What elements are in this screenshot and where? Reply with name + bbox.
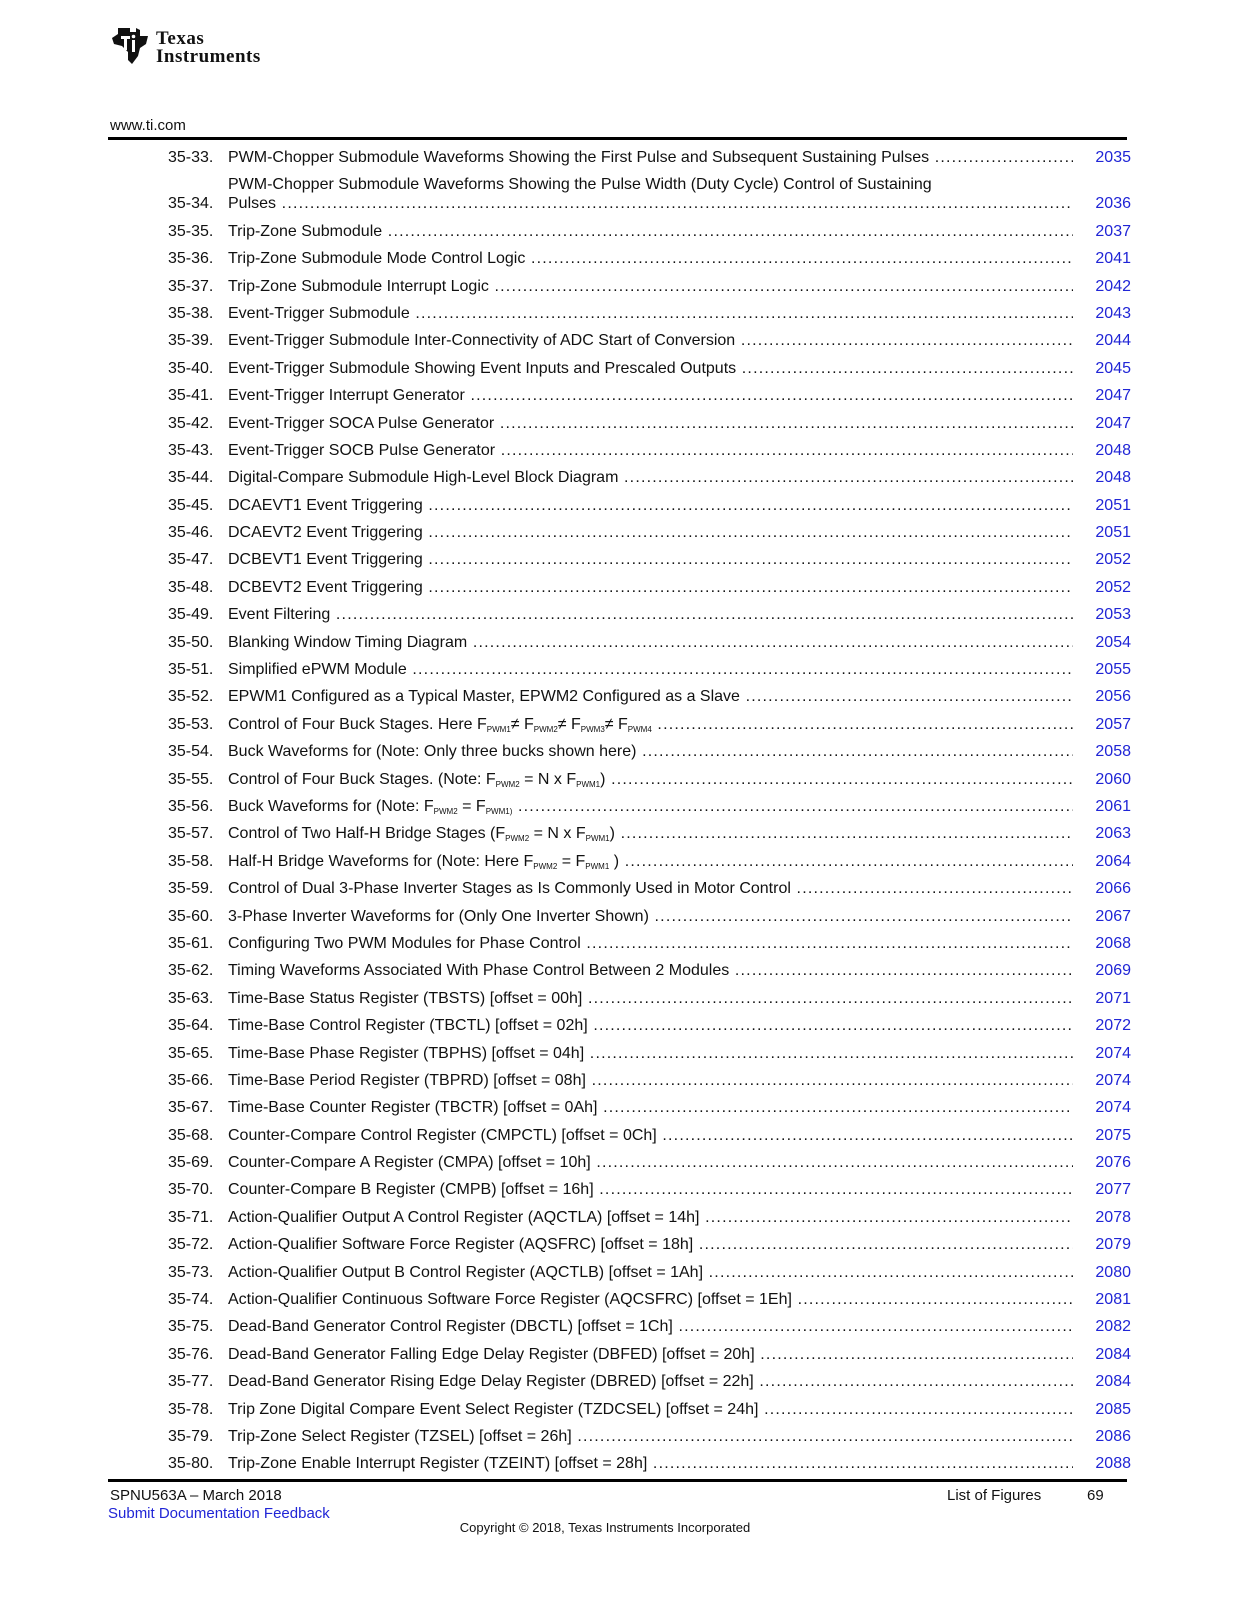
entry-number: 35-45. [168, 496, 214, 514]
entry-page-link[interactable]: 2084 [1095, 1345, 1131, 1363]
entry-page-link[interactable]: 2054 [1095, 633, 1131, 651]
entry-title[interactable] [228, 797, 1073, 816]
title-subscript: PWM1 [576, 779, 601, 789]
toc-entry[interactable] [168, 989, 1131, 1008]
title-text: 3-Phase Inverter Waveforms for (Only One Inverter Shown) [228, 907, 649, 925]
entry-number: 35-72. [168, 1236, 214, 1254]
entry-page-link[interactable]: 2066 [1095, 880, 1131, 898]
entry-number: 35-33. [168, 149, 214, 166]
ti-logo [110, 24, 300, 74]
entry-number: 35-34. [168, 195, 214, 213]
title-text: Trip-Zone Select Register (TZSEL) [offset = 26h] [228, 1427, 572, 1445]
entry-number: 35-70. [168, 1181, 214, 1199]
entry-page-link[interactable]: 2047 [1095, 387, 1131, 405]
title-text: Buck Waveforms for (Note: Only three bucks shown here) [228, 743, 637, 761]
entry-page-link[interactable]: 2052 [1095, 578, 1131, 596]
entry-page-link[interactable]: 2036 [1095, 195, 1131, 213]
title-text: = N x F [529, 825, 586, 843]
entry-number: 35-63. [168, 989, 214, 1007]
entry-title[interactable] [228, 989, 1073, 1008]
entry-number: 35-73. [168, 1263, 214, 1281]
title-text: Time-Base Control Register (TBCTL) [offset = 02h] [228, 1017, 588, 1035]
entry-number: 35-42. [168, 414, 214, 432]
entry-number: 35-52. [168, 688, 214, 706]
ti-logo-icon [110, 24, 152, 68]
entry-page-link[interactable]: 2074 [1095, 1099, 1131, 1117]
title-text: Dead-Band Generator Control Register (DBCTL) [offset = 1Ch] [228, 1318, 673, 1336]
entry-number: 35-55. [168, 770, 214, 788]
entry-page-link[interactable]: 2074 [1095, 1071, 1131, 1089]
toc-entry[interactable] [168, 1427, 1131, 1446]
entry-title[interactable] [228, 660, 1073, 679]
entry-page-link[interactable]: 2088 [1095, 1455, 1131, 1473]
title-text: EPWM1 Configured as a Typical Master, EPWM2 Configured as a Slave [228, 688, 740, 706]
entry-page-link[interactable]: 2058 [1095, 743, 1131, 761]
copyright: Copyright © 2018, Texas Instruments Incorporated [459, 1520, 751, 1535]
entry-title[interactable] [228, 934, 1073, 953]
toc-entry[interactable] [168, 1126, 1131, 1145]
entry-page-link[interactable]: 2084 [1095, 1373, 1131, 1391]
title-text: Event-Trigger Submodule Showing Event Inputs and Prescaled Outputs [228, 359, 737, 377]
title-text: Blanking Window Timing Diagram [228, 633, 468, 651]
entry-page-link[interactable]: 2063 [1095, 825, 1131, 843]
site-url[interactable]: www.ti.com [110, 117, 186, 134]
title-text: Digital-Compare Submodule High-Level Block Diagram [228, 469, 619, 487]
title-text: Event-Trigger SOCA Pulse Generator [228, 414, 495, 432]
entry-page-link[interactable]: 2068 [1095, 934, 1131, 952]
entry-title[interactable] [228, 331, 1073, 350]
entry-number: 35-54. [168, 743, 214, 761]
entry-number: 35-47. [168, 551, 214, 569]
footer-rule [108, 1479, 1127, 1482]
entry-title[interactable] [228, 277, 1073, 296]
title-text: = F [457, 797, 486, 815]
entry-number: 35-43. [168, 441, 214, 459]
toc-entry[interactable] [168, 1016, 1131, 1035]
entry-number: 35-77. [168, 1373, 214, 1391]
toc-entry[interactable] [168, 961, 1131, 980]
title-subscript: PWM2 [533, 861, 558, 871]
toc-entry[interactable] [168, 249, 1131, 268]
entry-title[interactable] [228, 175, 1073, 213]
title-text: Counter-Compare Control Register (CMPCTL) [offset = 0Ch] [228, 1126, 657, 1144]
title-text: Time-Base Status Register (TBSTS) [offset = 00h] [228, 989, 583, 1007]
entry-title[interactable] [228, 605, 1073, 624]
title-subscript: PWM2 [433, 806, 458, 816]
entry-number: 35-78. [168, 1400, 214, 1418]
figure-list [168, 148, 1131, 1482]
entry-number: 35-50. [168, 633, 214, 651]
entry-title[interactable] [228, 468, 1073, 487]
title-text: Control of Four Buck Stages. (Note: F [228, 770, 496, 788]
entry-number: 35-74. [168, 1291, 214, 1309]
entry-title[interactable] [228, 742, 1073, 761]
entry-number: 35-76. [168, 1345, 214, 1363]
title-text: Action-Qualifier Software Force Register (AQSFRC) [offset = 18h] [228, 1236, 694, 1254]
entry-number: 35-53. [168, 715, 214, 733]
entry-title[interactable] [228, 386, 1073, 405]
entry-title[interactable] [228, 304, 1073, 323]
title-text: Half-H Bridge Waveforms for (Note: Here F [228, 852, 534, 870]
entry-page-link[interactable]: 2069 [1095, 962, 1131, 980]
entry-number: 35-79. [168, 1427, 214, 1445]
toc-entry[interactable] [168, 1098, 1131, 1117]
entry-title[interactable] [228, 907, 1073, 926]
entry-title[interactable] [228, 1098, 1073, 1117]
entry-title[interactable] [228, 824, 1073, 843]
title-text: Trip-Zone Enable Interrupt Register (TZEINT) [offset = 28h] [228, 1455, 648, 1473]
entry-number: 35-65. [168, 1044, 214, 1062]
entry-page-link[interactable]: 2074 [1095, 1044, 1131, 1062]
title-text: Event-Trigger SOCB Pulse Generator [228, 441, 496, 459]
entry-page-link[interactable]: 2056 [1095, 688, 1131, 706]
toc-entry[interactable] [168, 1263, 1131, 1282]
title-text: Event-Trigger Submodule Inter-Connectivity of ADC Start of Conversion [228, 332, 736, 350]
entry-page-link[interactable]: 2052 [1095, 551, 1131, 569]
entry-number: 35-67. [168, 1099, 214, 1117]
logo-wordmark: Texas Instruments [156, 28, 261, 67]
title-text: Simplified ePWM Module [228, 661, 407, 679]
toc-entry[interactable] [168, 359, 1131, 378]
toc-entry[interactable] [168, 1345, 1131, 1364]
toc-entry[interactable] [168, 468, 1131, 487]
entry-title[interactable] [228, 961, 1073, 980]
entry-page-link[interactable]: 2051 [1095, 496, 1131, 514]
entry-number: 35-69. [168, 1154, 214, 1172]
title-text: ) [600, 770, 606, 788]
toc-entry[interactable] [168, 550, 1131, 569]
entry-number: 35-64. [168, 1017, 214, 1035]
entry-title[interactable] [228, 1208, 1073, 1227]
title-text: DCBEVT1 Event Triggering [228, 551, 423, 569]
title-text: ≠ F [604, 715, 628, 733]
entry-title[interactable] [228, 414, 1073, 433]
entry-number: 35-48. [168, 578, 214, 596]
toc-entry[interactable] [168, 441, 1131, 460]
title-text: Time-Base Phase Register (TBPHS) [offset = 04h] [228, 1044, 585, 1062]
title-text: Action-Qualifier Output B Control Register (AQCTLB) [offset = 1Ah] [228, 1263, 704, 1281]
entry-number: 35-71. [168, 1208, 214, 1226]
entry-page-link[interactable]: 2053 [1095, 606, 1131, 624]
entry-page-link[interactable]: 2079 [1095, 1236, 1131, 1254]
entry-number: 35-46. [168, 524, 214, 542]
entry-number: 35-59. [168, 880, 214, 898]
entry-title[interactable] [228, 1263, 1073, 1282]
toc-entry[interactable] [168, 1400, 1131, 1419]
entry-number: 35-51. [168, 661, 214, 679]
entry-title[interactable] [228, 770, 1073, 789]
toc-entry[interactable] [168, 222, 1131, 241]
entry-page-link[interactable]: 2067 [1095, 907, 1131, 925]
toc-entry[interactable] [168, 1290, 1131, 1309]
entry-title[interactable] [228, 1044, 1073, 1063]
title-text: = N x F [519, 770, 577, 788]
entry-title[interactable] [228, 687, 1073, 706]
header-rule [108, 137, 1127, 140]
entry-page-link[interactable]: 2041 [1095, 250, 1131, 268]
entry-number: 35-37. [168, 277, 214, 295]
entry-page-link[interactable]: 2080 [1095, 1263, 1131, 1281]
toc-entry[interactable] [168, 386, 1131, 405]
entry-number: 35-35. [168, 222, 214, 240]
toc-entry[interactable] [168, 1208, 1131, 1227]
toc-entry[interactable] [168, 277, 1131, 296]
title-text: Timing Waveforms Associated With Phase Control Between 2 Modules [228, 962, 730, 980]
entry-number: 35-38. [168, 304, 214, 322]
toc-entry[interactable] [168, 742, 1131, 761]
entry-title[interactable] [228, 715, 1073, 734]
entry-title[interactable] [228, 441, 1073, 460]
title-text: = F [557, 852, 586, 870]
entry-page-link[interactable]: 2064 [1095, 852, 1131, 870]
toc-entry[interactable] [168, 1071, 1131, 1090]
toc-entry[interactable] [168, 1372, 1131, 1391]
toc-entry[interactable] [168, 715, 1131, 734]
toc-entry[interactable] [168, 148, 1131, 167]
entry-title[interactable] [228, 359, 1073, 378]
title-subscript: PWM2 [505, 834, 530, 844]
title-subscript: PWM2 [533, 724, 558, 734]
title-text: PWM-Chopper Submodule Waveforms Showing the First Pulse and Subsequent Sustaining Pulses [228, 149, 930, 166]
entry-number: 35-57. [168, 825, 214, 843]
toc-entry[interactable] [168, 304, 1131, 323]
entry-number: 35-62. [168, 962, 214, 980]
entry-title[interactable] [228, 1153, 1073, 1172]
title-text: Buck Waveforms for (Note: F [228, 797, 434, 815]
toc-entry[interactable] [168, 879, 1131, 898]
toc-entry[interactable] [168, 770, 1131, 789]
entry-title[interactable] [228, 879, 1073, 898]
title-subscript: PWM1 [585, 861, 610, 871]
title-text: Time-Base Counter Register (TBCTR) [offset = 0Ah] [228, 1099, 598, 1117]
title-text: Configuring Two PWM Modules for Phase Control [228, 934, 581, 952]
entry-title[interactable] [228, 1016, 1073, 1035]
entry-page-link[interactable]: 2077 [1095, 1181, 1131, 1199]
toc-entry[interactable] [168, 331, 1131, 350]
entry-title[interactable] [228, 496, 1073, 515]
entry-number: 35-41. [168, 387, 214, 405]
title-text: Trip-Zone Submodule [228, 222, 383, 240]
entry-page-link[interactable]: 2048 [1095, 469, 1131, 487]
title-text: Counter-Compare B Register (CMPB) [offset = 16h] [228, 1181, 594, 1199]
entry-title[interactable] [228, 1290, 1073, 1309]
title-text: DCBEVT2 Event Triggering [228, 578, 423, 596]
entry-page-link[interactable]: 2076 [1095, 1154, 1131, 1172]
toc-entry[interactable] [168, 852, 1131, 871]
title-text: Event Filtering [228, 606, 331, 624]
title-text: ) [609, 825, 615, 843]
title-text: Dead-Band Generator Falling Edge Delay Register (DBFED) [offset = 20h] [228, 1345, 755, 1363]
entry-title[interactable] [228, 1345, 1073, 1364]
entry-page-link[interactable]: 2037 [1095, 222, 1131, 240]
entry-page-link[interactable]: 2075 [1095, 1126, 1131, 1144]
entry-title[interactable] [228, 1317, 1073, 1336]
entry-page-link[interactable]: 2060 [1095, 770, 1131, 788]
toc-entry[interactable] [168, 523, 1131, 542]
title-text: Time-Base Period Register (TBPRD) [offset = 08h] [228, 1071, 586, 1089]
entry-page-link[interactable]: 2078 [1095, 1208, 1131, 1226]
page-number: 69 [1087, 1487, 1104, 1504]
entry-page-link[interactable]: 2055 [1095, 661, 1131, 679]
entry-title[interactable] [228, 1454, 1073, 1473]
toc-entry[interactable] [168, 824, 1131, 843]
section-name: List of Figures [947, 1487, 1042, 1504]
title-subscript: PWM4 [627, 724, 652, 734]
title-text: Action-Qualifier Continuous Software Force Register (AQCSFRC) [offset = 1Eh] [228, 1291, 792, 1309]
title-subscript: PWM1 [585, 834, 610, 844]
entry-title[interactable] [228, 1180, 1073, 1199]
title-text: ) [609, 852, 620, 870]
entry-title[interactable] [228, 1372, 1073, 1391]
toc-entry[interactable] [168, 797, 1131, 816]
title-text: Trip-Zone Submodule Interrupt Logic [228, 277, 489, 295]
entry-page-link[interactable]: 2061 [1095, 797, 1131, 815]
title-text: DCAEVT1 Event Triggering [228, 496, 423, 514]
toc-entry[interactable] [168, 1317, 1131, 1336]
toc-entry[interactable] [168, 1044, 1131, 1063]
entry-number: 35-40. [168, 359, 214, 377]
entry-title[interactable] [228, 1235, 1073, 1254]
title-line-2: Pulses ..... [228, 194, 1073, 213]
title-subscript: PWM1 [486, 724, 511, 734]
toc-entry[interactable] [168, 414, 1131, 433]
title-text: Event-Trigger Submodule [228, 304, 410, 322]
entry-title[interactable] [228, 1071, 1073, 1090]
entry-title[interactable] [228, 1400, 1073, 1419]
entry-number: 35-44. [168, 469, 214, 487]
title-text: Trip-Zone Submodule Mode Control Logic [228, 250, 526, 268]
entry-number: 35-56. [168, 797, 214, 815]
title-subscript: PWM2 [495, 779, 520, 789]
toc-entry[interactable] [168, 687, 1131, 706]
toc-entry[interactable] [168, 934, 1131, 953]
title-text: Counter-Compare A Register (CMPA) [offset = 10h] [228, 1154, 591, 1172]
feedback-link[interactable]: Submit Documentation Feedback [108, 1505, 330, 1522]
title-subscript: PWM3 [580, 724, 605, 734]
entry-page-link[interactable]: 2047 [1095, 414, 1131, 432]
toc-entry[interactable] [168, 578, 1131, 597]
entry-number: 35-58. [168, 852, 214, 870]
entry-number: 35-80. [168, 1455, 214, 1473]
entry-page-link[interactable]: 2045 [1095, 359, 1131, 377]
entry-number: 35-36. [168, 250, 214, 268]
entry-page-link[interactable]: 2082 [1095, 1318, 1131, 1336]
entry-number: 35-68. [168, 1126, 214, 1144]
entry-title[interactable] [228, 578, 1073, 597]
entry-title[interactable] [228, 148, 1073, 167]
entry-number: 35-39. [168, 332, 214, 350]
entry-number: 35-60. [168, 907, 214, 925]
entry-page-link[interactable]: 2057 [1095, 715, 1131, 733]
title-line-1: PWM-Chopper Submodule Waveforms Showing the Pulse Width (Duty Cycle) Control of Sustaining [228, 176, 932, 194]
title-text: Event-Trigger Interrupt Generator [228, 387, 465, 405]
entry-number: 35-61. [168, 934, 214, 952]
entry-page-link[interactable]: 2072 [1095, 1017, 1131, 1035]
entry-number: 35-66. [168, 1071, 214, 1089]
entry-title[interactable] [228, 550, 1073, 569]
toc-entry[interactable] [168, 1235, 1131, 1254]
entry-page-link[interactable]: 2071 [1095, 989, 1131, 1007]
title-subscript: PWM1) [485, 806, 513, 816]
entry-title[interactable] [228, 1427, 1073, 1446]
toc-entry[interactable] [168, 1454, 1131, 1473]
entry-page-link[interactable]: 2035 [1095, 149, 1131, 166]
entry-title[interactable] [228, 1126, 1073, 1145]
title-text: Control of Two Half-H Bridge Stages (F [228, 825, 506, 843]
toc-entry[interactable] [168, 907, 1131, 926]
entry-page-link[interactable]: 2042 [1095, 277, 1131, 295]
entry-page-link[interactable]: 2051 [1095, 524, 1131, 542]
entry-title[interactable] [228, 222, 1073, 241]
toc-entry[interactable] [168, 633, 1131, 652]
entry-title[interactable] [228, 523, 1073, 542]
entry-page-link[interactable]: 2086 [1095, 1427, 1131, 1445]
entry-page-link[interactable]: 2081 [1095, 1291, 1131, 1309]
document-id: SPNU563A – March 2018 [110, 1487, 282, 1504]
title-text: Trip Zone Digital Compare Event Select Register (TZDCSEL) [offset = 24h] [228, 1400, 759, 1418]
title-text: DCAEVT2 Event Triggering [228, 524, 423, 542]
entry-title[interactable] [228, 852, 1073, 871]
title-text: Control of Four Buck Stages. Here F [228, 715, 487, 733]
entry-page-link[interactable]: 2043 [1095, 304, 1131, 322]
entry-number: 35-75. [168, 1318, 214, 1336]
title-text: Dead-Band Generator Rising Edge Delay Register (DBRED) [offset = 22h] [228, 1373, 754, 1391]
entry-title[interactable] [228, 633, 1073, 652]
entry-title[interactable] [228, 249, 1073, 268]
toc-entry[interactable] [168, 1153, 1131, 1172]
title-text: Action-Qualifier Output A Control Register (AQCTLA) [offset = 14h] [228, 1208, 700, 1226]
toc-entry[interactable] [168, 496, 1131, 515]
entry-page-link[interactable]: 2085 [1095, 1400, 1131, 1418]
title-text: Control of Dual 3-Phase Inverter Stages as Is Commonly Used in Motor Control [228, 880, 791, 898]
toc-entry[interactable] [168, 175, 1131, 213]
toc-entry[interactable] [168, 1180, 1131, 1199]
entry-page-link[interactable]: 2044 [1095, 332, 1131, 350]
toc-entry[interactable] [168, 660, 1131, 679]
entry-number: 35-49. [168, 606, 214, 624]
title-text: ≠ F [557, 715, 581, 733]
title-text: ≠ F [510, 715, 534, 733]
entry-page-link[interactable]: 2048 [1095, 441, 1131, 459]
toc-entry[interactable] [168, 605, 1131, 624]
